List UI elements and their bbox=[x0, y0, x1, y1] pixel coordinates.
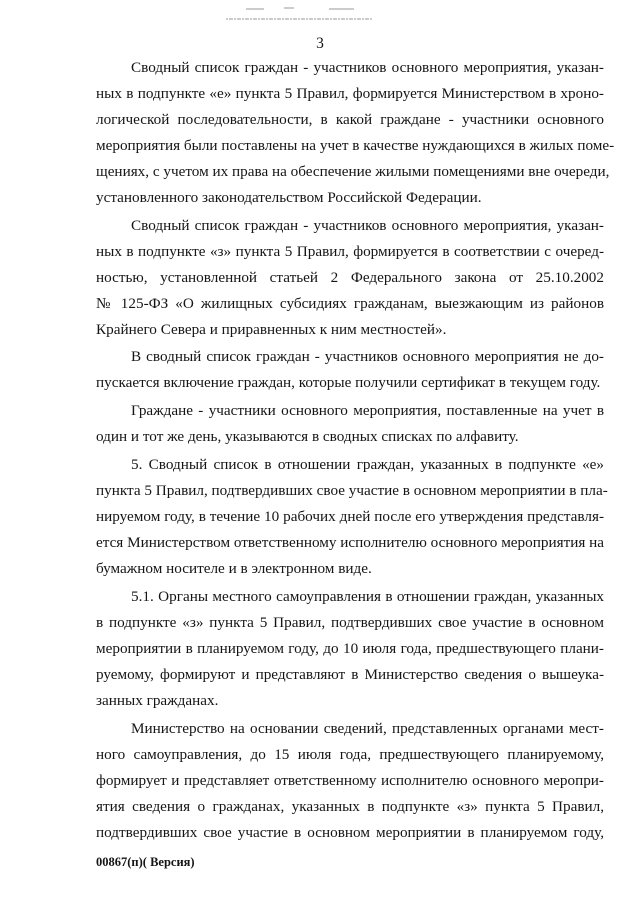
text-line: ятия сведения о гражданах, указанных в подпункте «з» пункта 5 Правил, bbox=[96, 798, 604, 815]
text-line: занных гражданах. bbox=[96, 692, 219, 709]
text-line: логической последовательности, в какой граждане - участники основного bbox=[96, 111, 604, 128]
text-line: мероприятии в планируемом году, до 10 июля года, предшествующего плани- bbox=[96, 640, 604, 657]
text-line: В сводный список граждан - участников основного мероприятия не до- bbox=[131, 348, 604, 365]
text-line: Граждане - участники основного мероприятия, поставленные на учет в bbox=[131, 402, 604, 419]
text-line: ного самоуправления, до 15 июля года, предшествующего планируемому, bbox=[96, 746, 604, 763]
text-line: ных в подпункте «з» пункта 5 Правил, формируется в соответствии с очеред- bbox=[96, 243, 604, 260]
text-line: формирует и представляет ответственному исполнителю основного меропри- bbox=[96, 772, 604, 789]
scan-header-marks bbox=[224, 6, 374, 24]
page-number: 3 bbox=[316, 35, 324, 52]
text-line: 5. Сводный список в отношении граждан, указанных в подпункте «е» bbox=[131, 456, 604, 473]
text-line: пускается включение граждан, которые получили сертификат в текущем году. bbox=[96, 374, 601, 391]
text-line: в подпункте «з» пункта 5 Правил, подтвердивших свое участие в основном bbox=[96, 614, 604, 631]
text-line: один и тот же день, указываются в сводных списках по алфавиту. bbox=[96, 428, 519, 445]
text-line: мероприятия были поставлены на учет в качестве нуждающихся в жилых поме- bbox=[96, 137, 615, 154]
text-line: № 125-ФЗ «О жилищных субсидиях гражданам, выезжающим из районов bbox=[96, 295, 604, 312]
text-line: Министерство на основании сведений, представленных органами мест- bbox=[131, 720, 604, 737]
text-line: ется Министерством ответственному исполнителю основного мероприятия на bbox=[96, 534, 604, 551]
text-line: руемому, формируют и представляют в Министерство сведения о вышеука- bbox=[96, 666, 604, 683]
text-line: ностью, установленной статьей 2 Федерального закона от 25.10.2002 bbox=[96, 269, 604, 286]
text-line: ных в подпункте «е» пункта 5 Правил, формируется Министерством в хроно- bbox=[96, 85, 604, 102]
text-line: 5.1. Органы местного самоуправления в отношении граждан, указанных bbox=[131, 588, 604, 605]
text-line: нируемом году, в течение 10 рабочих дней после его утверждения представля- bbox=[96, 508, 604, 525]
text-line: бумажном носителе и в электронном виде. bbox=[96, 560, 372, 577]
text-line: Сводный список граждан - участников основного мероприятия, указан- bbox=[131, 59, 604, 76]
text-line: установленного законодательством Российской Федерации. bbox=[96, 189, 482, 206]
text-line: щениях, с учетом их права на обеспечение жилыми помещениями вне очереди, bbox=[96, 163, 610, 180]
text-line: пункта 5 Правил, подтвердивших свое участие в основном мероприятии в пла- bbox=[96, 482, 608, 499]
text-line: Сводный список граждан - участников основного мероприятия, указан- bbox=[131, 217, 604, 234]
text-line: подтвердивших свое участие в основном мероприятии в планируемом году, bbox=[96, 824, 604, 841]
text-line: Крайнего Севера и приравненных к ним местностей». bbox=[96, 321, 447, 338]
document-footer-code: 00867(п)( Версия) bbox=[96, 855, 195, 869]
